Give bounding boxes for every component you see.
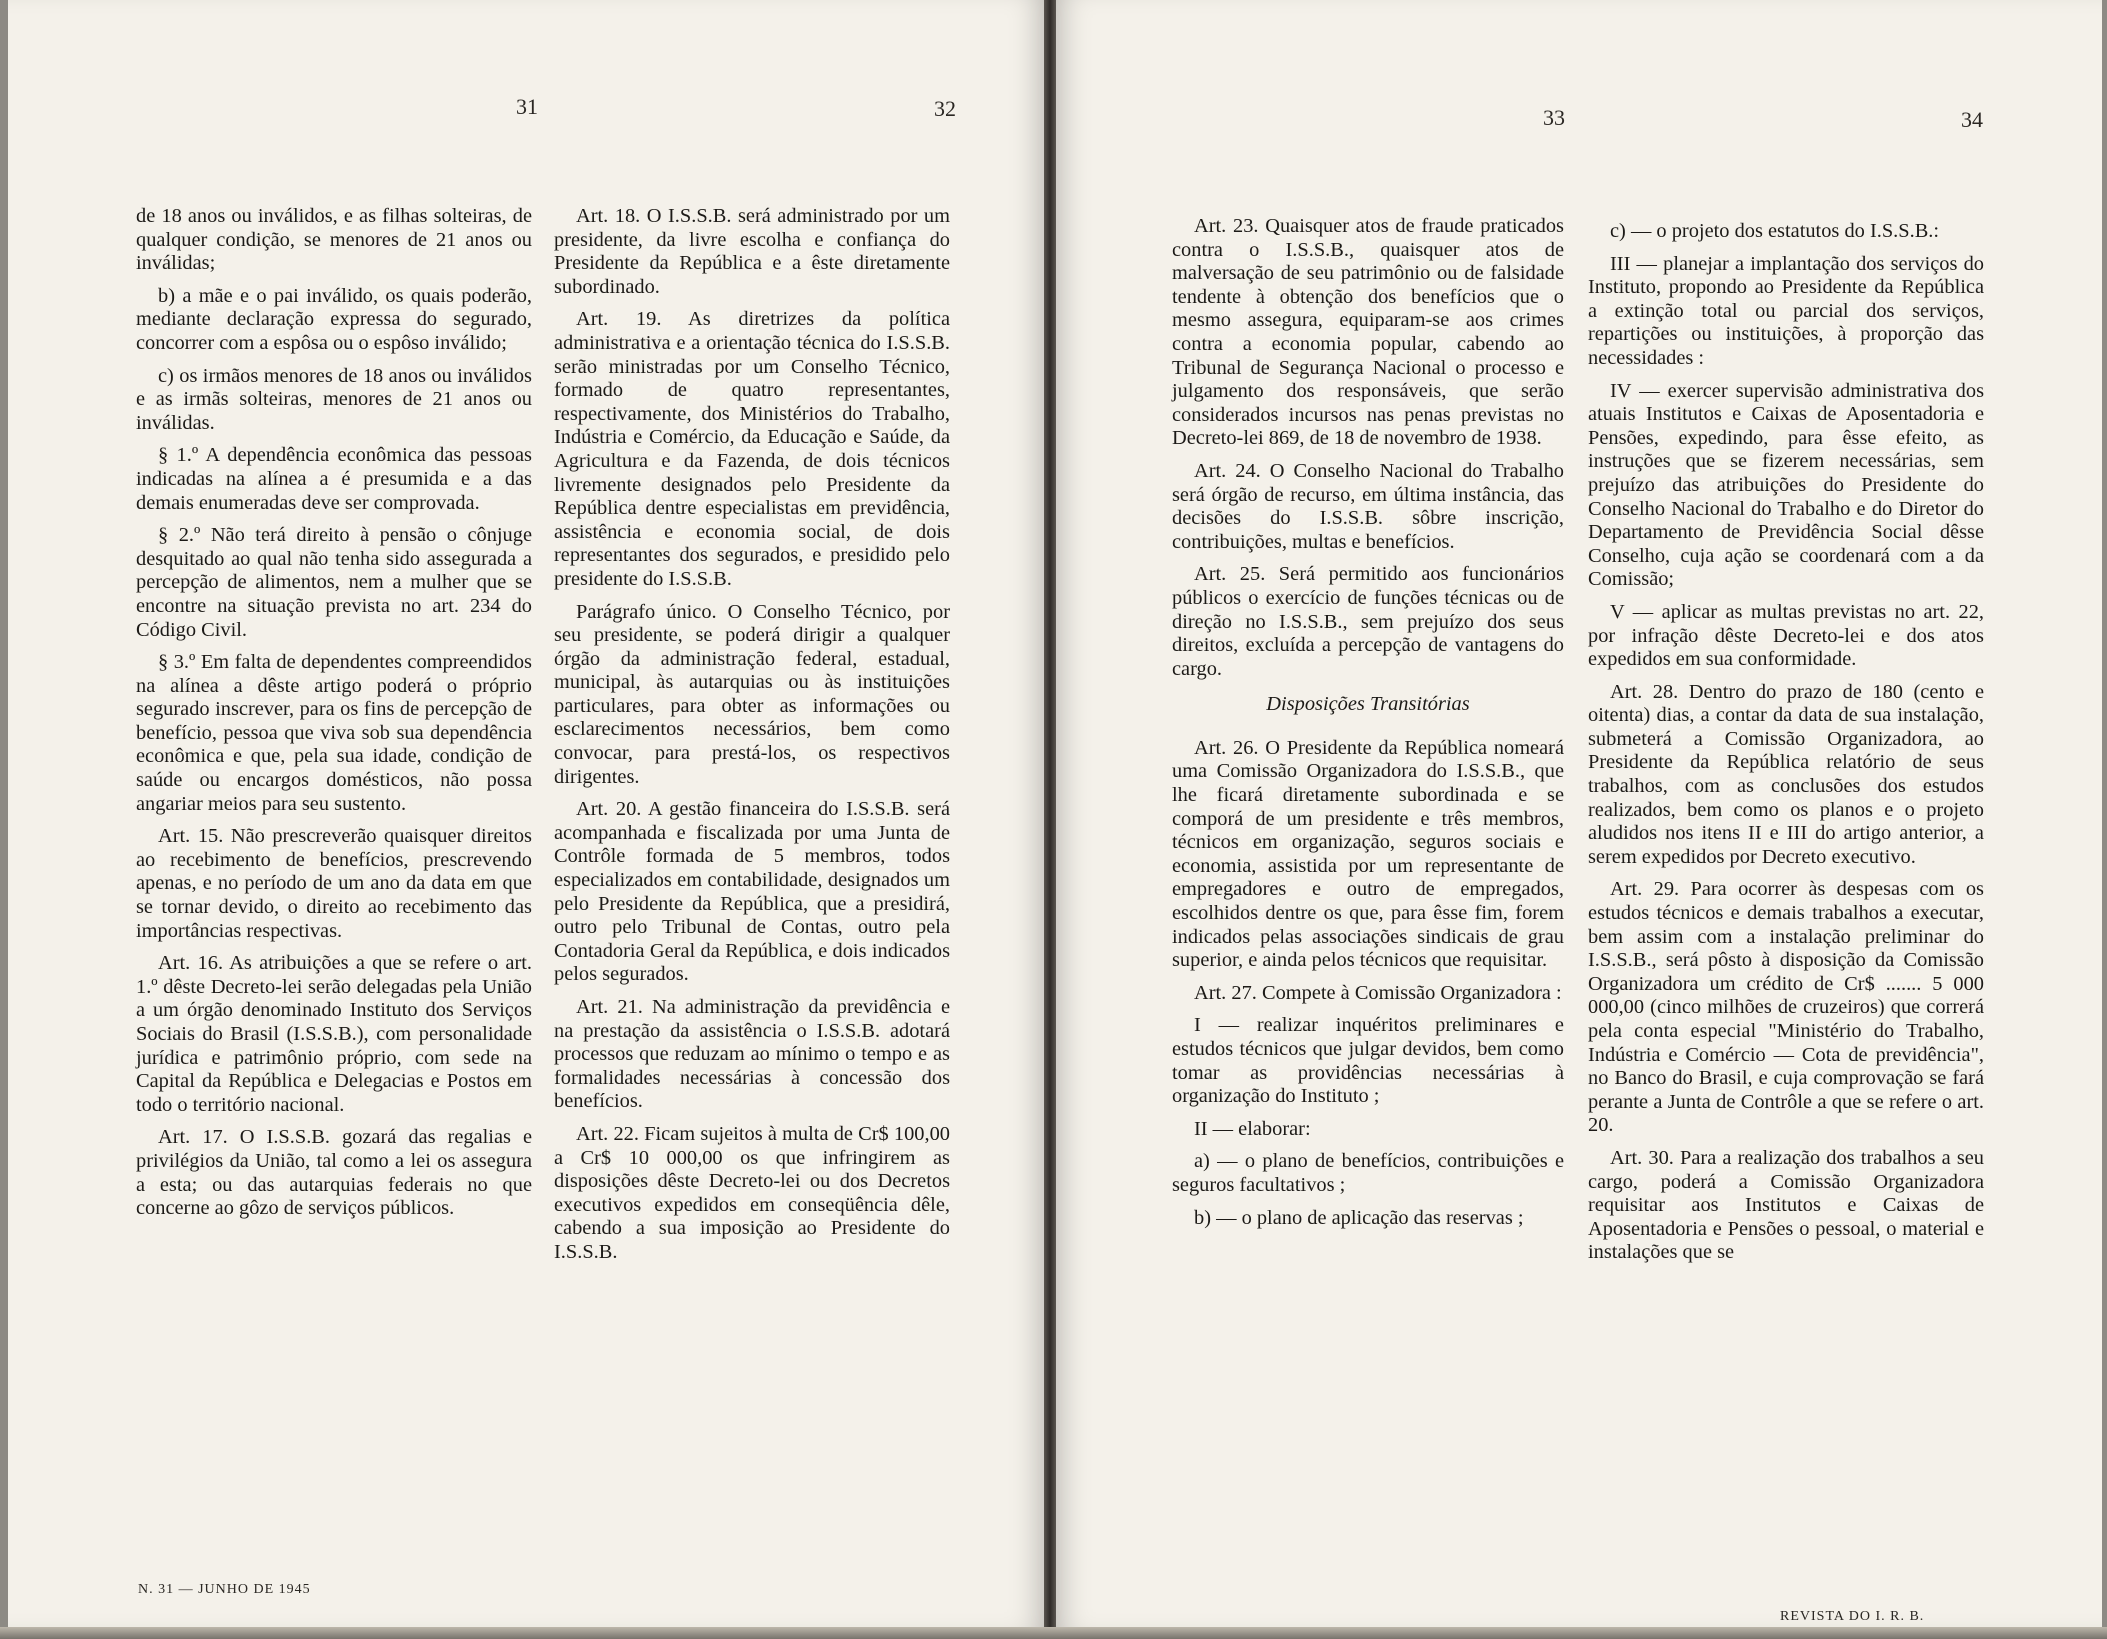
paragraph: Art. 28. Dentro do prazo de 180 (cento e oitenta) dias, a contar da data de sua instalação, submeterá a Comissão Organizadora, ao Presidente da República relatório de seus trabalhos, com as conclusões dos estudos realizados, bem como os planos e o projeto aludidos nos itens II e III do artigo anterior, a serem expedidos por Decreto executivo. — [1588, 680, 1984, 868]
paragraph: Art. 23. Quaisquer atos de fraude praticados contra o I.S.S.B., quaisquer atos de malversação de seu patrimônio ou de falsidade tendente à obtenção dos benefícios que o mesmo assegura, equiparam-se aos crimes contra a economia popular, cabendo ao Tribunal de Segurança Nacional o processo e julgamento dos responsáveis, que serão considerados incursos nas penas previstas no Decreto-lei 869, de 18 de novembro de 1938. — [1172, 215, 1564, 450]
paragraph: Art. 19. As diretrizes da política administrativa e a orientação técnica do I.S.S.B. serão ministradas por um Conselho Técnico, formado de quatro representantes, respectivamente, dos Ministérios do Trabalho, Indústria e Comércio, da Educação e Saúde, da Agricultura e da Fazenda, de dois técnicos livremente designados pelo Presidente da República dentre especialistas em previdência, assistência e economia social, de dois representantes dos segurados, e presidido pelo presidente do I.S.S.B. — [554, 308, 950, 590]
paragraph: § 2.º Não terá direito à pensão o cônjuge desquitado ao qual não tenha sido assegurada a percepção de alimentos, nem a mulher que se encontre na situação prevista no art. 234 do Código Civil. — [136, 524, 532, 641]
text-column-page-34 — [1588, 220, 1984, 1274]
paragraph: Art. 24. O Conselho Nacional do Trabalho será órgão de recurso, em última instância, das decisões do I.S.S.B. sôbre inscrição, contribuições, multas e benefícios. — [1172, 459, 1564, 553]
paragraph: Art. 18. O I.S.S.B. será administrado por um presidente, da livre escolha e confiança do Presidente da República e a êste diretamente subordinado. — [554, 205, 950, 298]
paragraph: IV — exercer supervisão administrativa dos atuais Institutos e Caixas de Aposentadoria e Pensões, expedindo, para êsse efeito, as instruções que se fizerem necessárias, sem prejuízo das atribuições do Presidente do Conselho Nacional do Trabalho e do Diretor do Departamento de Previdência Social dêsse Conselho, cuja ação se coordenará com a da Comissão; — [1588, 379, 1984, 591]
paragraph: Art. 17. O I.S.S.B. gozará das regalias e privilégios da União, tal como a lei os assegura a esta; ou das autarquias federais no que concerne ao gôzo de serviços públicos. — [136, 1126, 532, 1220]
paragraph: Art. 26. O Presidente da República nomeará uma Comissão Organizadora do I.S.S.B., que lhe ficará diretamente subordinada e se comporá de um presidente e três membros, técnicos em organização, seguros sociais e economia, assistida por um representante de empregadores e outro de empregados, escolhidos dentre os que, para êsse fim, forem indicados pelas associações sindicais de grau superior, e ainda pelos técnicos que requisitar. — [1172, 736, 1564, 972]
page-number-32: 32 — [934, 96, 956, 121]
text-column-page-32 — [554, 205, 950, 1274]
paragraph: II — elaborar: — [1194, 1117, 1311, 1140]
paragraph: Art. 16. As atribuições a que se refere o art. 1.º dêste Decreto-lei serão delegadas pela União a um órgão denominado Instituto dos Serviços Sociais do Brasil (I.S.S.B.), com personalidade jurídica e patrimônio próprio, com sede na Capital da República e Delegacias e Postos em todo o território nacional. — [136, 952, 532, 1116]
paragraph: Art. 15. Não prescreverão quaisquer direitos ao recebimento de benefícios, prescrevendo apenas, e no período de um ano da data em que se tornar devido, o direito ao recebimento das importâncias respectivas. — [136, 825, 532, 942]
paragraph: b) a mãe e o pai inválido, os quais poderão, mediante declaração expressa do segurado, concorrer com a espôsa ou o espôso inválido; — [136, 284, 532, 354]
paragraph: a) — o plano de benefícios, contribuições e seguros facultativos ; — [1172, 1150, 1564, 1196]
book-gutter — [1044, 0, 1056, 1639]
page-bottom-edge — [0, 1627, 2107, 1639]
paragraph: c) os irmãos menores de 18 anos ou inválidos e as irmãs solteiras, menores de 21 anos ou inválidas. — [136, 364, 532, 434]
paragraph: V — aplicar as multas previstas no art. 22, por infração dêste Decreto-lei e dos atos expedidos em sua conformidade. — [1588, 600, 1984, 671]
paragraph: Art. 20. A gestão financeira do I.S.S.B. será acompanhada e fiscalizada por uma Junta de Contrôle formada de 5 membros, todos especializados em contabilidade, designados um pelo Presidente da República, que a presidirá, outro pelo Tribunal de Contas, outro pela Contadoria Geral da República, e dois indicados pelos segurados. — [554, 798, 950, 986]
paragraph: c) — o projeto dos estatutos do I.S.S.B.: — [1610, 220, 1940, 242]
paragraph: Parágrafo único. O Conselho Técnico, por seu presidente, se poderá dirigir a qualquer órgão da administração federal, estadual, municipal, às autarquias ou às instituições particulares, para obter as informações ou esclarecimentos necessários, bem como convocar, para prestá-los, os respectivos dirigentes. — [554, 600, 950, 788]
section-heading: Disposições Transitórias — [1266, 693, 1470, 716]
page-number-34: 34 — [1961, 107, 1983, 132]
footer-issue-date: N. 31 — JUNHO DE 1945 — [138, 1582, 311, 1597]
paragraph: I — realizar inquéritos preliminares e estudos técnicos que julgar devidos, bem como tomar as providências necessárias à organização do Instituto ; — [1172, 1014, 1564, 1108]
paragraph: § 3.º Em falta de dependentes compreendidos na alínea a dêste artigo poderá o próprio segurado inscrever, para os fins de percepção de benefício, pessoa que viva sob sua dependência econômica e que, pela sua idade, condição de saúde ou encargos domésticos, não possa angariar meios para seu sustento. — [136, 651, 532, 815]
text-column-page-31 — [136, 205, 532, 1230]
paragraph: Art. 29. Para ocorrer às despesas com os estudos técnicos e demais trabalhos a executar, bem assim com a instalação preliminar do I.S.S.B., será pôsto à disposição da Comissão Organizadora um crédito de Cr$ ....... 5 000 000,00 (cinco milhões de cruzeiros) que correrá pela conta especial "Ministério do Trabalho, Indústria e Comércio — Cota de previdência", no Banco do Brasil, e cuja comprovação se fará perante a Junta de Contrôle a que se refere o art. 20. — [1588, 878, 1984, 1137]
paragraph: Art. 22. Ficam sujeitos à multa de Cr$ 100,00 a Cr$ 10 000,00 os que infringirem as disposições dêste Decreto-lei ou dos Decretos executivos expedidos em conseqüência dêle, cabendo a sua imposição ao Presidente do I.S.S.B. — [554, 1122, 950, 1263]
text-column-page-33 — [1172, 215, 1564, 1239]
page-number-31: 31 — [516, 94, 538, 119]
paragraph: Art. 21. Na administração da previdência e na prestação da assistência o I.S.S.B. adotará processos que reduzam ao mínimo o tempo e as formalidades necessárias à concessão dos benefícios. — [554, 996, 950, 1113]
paragraph: Art. 30. Para a realização dos trabalhos a seu cargo, poderá a Comissão Organizadora requisitar aos Institutos e Caixas de Aposentadoria e Pensões o pessoal, o material e instalações que se — [1588, 1146, 1984, 1264]
paragraph: de 18 anos ou inválidos, e as filhas solteiras, de qualquer condição, se menores de 21 anos ou inválidas; — [136, 205, 532, 275]
paragraph: III — planejar a implantação dos serviços do Instituto, propondo ao Presidente da República a extinção total ou parcial dos serviços, repartições ou instituições, à proporção das necessidades : — [1588, 252, 1984, 369]
paragraph: § 1.º A dependência econômica das pessoas indicadas na alínea a é presumida e a das demais enumeradas deve ser comprovada. — [136, 444, 532, 514]
paragraph: b) — o plano de aplicação das reservas ; — [1194, 1206, 1524, 1229]
paragraph: Art. 27. Compete à Comissão Organizadora : — [1194, 981, 1562, 1004]
footer-journal-name: REVISTA DO I. R. B. — [1780, 1609, 1925, 1624]
page-number-33: 33 — [1543, 105, 1565, 130]
paragraph: Art. 25. Será permitido aos funcionários públicos o exercício de funções técnicas ou de direção no I.S.S.B., sem prejuízo dos seus direitos, excluída a percepção de vantagens do cargo. — [1172, 563, 1564, 680]
